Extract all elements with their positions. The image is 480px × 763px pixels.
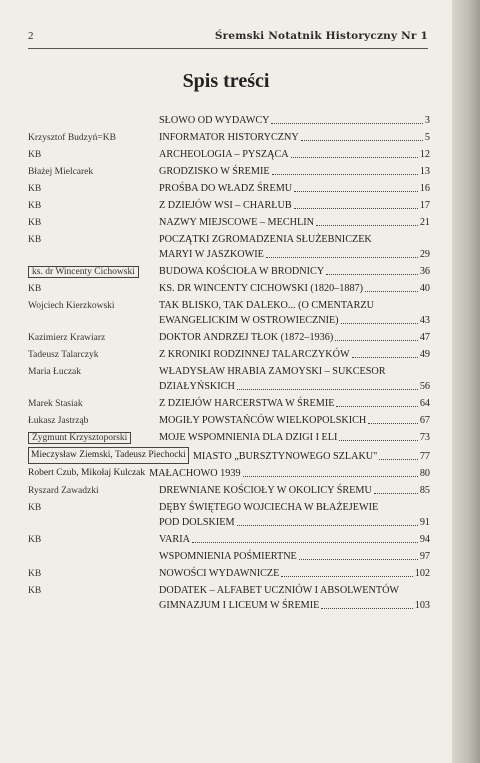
dot-leader [291,157,418,158]
toc-author [28,147,41,164]
toc-page-number: 21 [419,217,430,228]
toc-entry [28,215,430,230]
toc-entry [28,198,430,213]
dot-leader [243,476,418,477]
toc-title-line: TAK BLISKO, TAK DALEKO... (O CMENTARZU [159,300,374,311]
toc-entry [28,447,430,464]
toc-author-name: Krzysztof Budzyń=KB [28,133,116,143]
toc-entry [28,330,430,345]
toc-author [28,347,99,364]
dot-leader [336,406,417,407]
toc-page-number: 77 [419,451,430,462]
toc-page-number: 43 [419,315,430,326]
toc-page-number: 97 [419,551,430,562]
toc-title-line: WSPOMNIENIA POŚMIERTNE [159,551,297,562]
toc-entry-title [159,181,430,196]
toc-author [28,164,93,181]
toc-page-number: 36 [419,266,430,277]
toc-author-name: ks. dr Wincenty Cichowski [28,266,139,278]
toc-title-line: GRODZISKO W ŚREMIE [159,166,270,177]
toc-author [28,396,83,413]
toc-title-line: SŁOWO OD WYDAWCY [159,115,270,126]
toc-page-number: 3 [424,115,430,126]
toc-entry [28,430,430,445]
toc-page-number: 73 [419,432,430,443]
toc-title-line: GIMNAZJUM I LICEUM W ŚREMIE [159,600,320,611]
toc-title-line: KS. DR WINCENTY CICHOWSKI (1820–1887) [159,283,364,294]
page-number: 2 [28,30,34,42]
toc-entry-title [159,281,430,296]
toc-entry-title [159,364,430,394]
toc-entry-title [159,566,430,581]
toc-page-number: 5 [424,132,430,143]
toc-entry [28,232,430,262]
toc-author [28,413,88,430]
toc-author-name: KB [28,201,42,211]
toc-entry-title [159,396,430,411]
toc-author [28,198,41,215]
toc-author [28,566,41,583]
dot-leader [365,291,418,292]
toc-entry-title [159,130,430,145]
toc-title-line: WŁADYSŁAW HRABIA ZAMOYSKI – SUKCESOR [159,366,386,377]
toc-page-number: 13 [419,166,430,177]
toc-author-name: Maria Łuczak [28,367,82,377]
toc-title-line: DOKTOR ANDRZEJ TŁOK (1872–1936) [159,332,334,343]
toc-author-name: Tadeusz Talarczyk [28,350,99,360]
toc-author-name: KB [28,150,42,160]
dot-leader [271,123,422,124]
dot-leader [272,174,418,175]
toc-entry-title [159,430,430,445]
toc-page-number: 29 [419,249,430,260]
toc-entry [28,364,430,394]
toc-title-line: PROŚBA DO WŁADZ ŚREMU [159,183,293,194]
toc-author-name: Ryszard Zawadzki [28,486,99,496]
toc-title-line: VARIA [159,534,190,545]
toc-title-line: EWANGELICKIM W OSTROWIECZNIE) [159,315,339,326]
dot-leader [281,576,412,577]
toc-page-number: 64 [419,398,430,409]
toc-title-line: DREWNIANE KOŚCIOŁY W OKOLICY ŚREMU [159,485,372,496]
toc-author-name: KB [28,184,42,194]
toc-author [28,483,99,500]
toc-entry-title [159,583,430,613]
toc-title-line: POCZĄTKI ZGROMADZENIA SŁUŻEBNICZEK [159,234,372,245]
toc-author [28,281,41,298]
toc-entry [28,583,430,613]
toc-entry [28,264,430,279]
toc-author [28,215,41,232]
toc-author-name: KB [28,218,42,228]
dot-leader [379,459,417,460]
toc-author-name: KB [28,569,42,579]
dot-leader [316,225,418,226]
toc-page-number: 94 [419,534,430,545]
dot-leader [339,440,417,441]
toc-entry [28,532,430,547]
toc-author-name: KB [28,284,42,294]
toc-page-number: 67 [419,415,430,426]
toc-entry-title [159,330,430,345]
toc-author [28,181,41,198]
toc-page-number: 103 [414,600,430,611]
toc-author-name: Zygmunt Krzysztoporski [28,432,131,444]
page-edge [452,0,480,763]
toc-page-number: 16 [419,183,430,194]
toc-title-line: INFORMATOR HISTORYCZNY [159,132,299,143]
toc-author-name: KB [28,535,42,545]
toc-entry-title [159,483,430,498]
toc-author [28,232,41,249]
table-of-contents [28,113,430,615]
toc-author [28,130,116,147]
toc-entry [28,483,430,498]
toc-entry-title [159,113,430,128]
toc-page-number: 56 [419,381,430,392]
toc-entry-title [159,532,430,547]
toc-entry-title [159,198,430,213]
running-header [28,30,428,46]
toc-entry [28,130,430,145]
toc-title-line: Z KRONIKI RODZINNEJ TALARCZYKÓW [159,349,350,360]
toc-entry-title [159,232,430,262]
toc-title-line: MARYI W JASZKOWIE [159,249,264,260]
toc-entry-title [159,347,430,362]
toc-page-number: 12 [419,149,430,160]
toc-author [28,298,115,315]
dot-leader [237,389,418,390]
toc-entry [28,347,430,362]
toc-title-line: Z DZIEJÓW HARCERSTWA W ŚREMIE [159,398,335,409]
toc-title-line: Z DZIEJÓW WSI – CHARŁUB [159,200,292,211]
toc-page-number: 40 [419,283,430,294]
dot-leader [368,423,418,424]
header-rule [28,48,428,49]
toc-page-number: 49 [419,349,430,360]
toc-entry-title [159,215,430,230]
journal-title: Śremski Notatnik Historyczny Nr 1 [214,30,428,42]
dot-leader [294,191,418,192]
toc-entry [28,549,430,564]
toc-entry [28,466,430,481]
dot-leader [294,208,418,209]
toc-entry [28,281,430,296]
toc-entry [28,396,430,411]
toc-page-number: 91 [419,517,430,528]
toc-title-line: ARCHEOLOGIA – PYSZĄCA [159,149,289,160]
toc-entry-title [28,466,430,481]
toc-entry [28,164,430,179]
dot-leader [374,493,418,494]
toc-author [28,583,41,600]
toc-author [28,532,41,549]
dot-leader [192,542,418,543]
toc-title-line: NAZWY MIEJSCOWE – MECHLIN [159,217,314,228]
toc-entry-title [159,164,430,179]
toc-title-line: NOWOŚCI WYDAWNICZE [159,568,280,579]
page-title: Spis treści [182,70,270,92]
dot-leader [321,608,412,609]
toc-title-line: MAŁACHOWO 1939 [149,468,241,479]
toc-title-line: DZIAŁYŃSKICH [159,381,235,392]
toc-title-line: POD DOLSKIEM [159,517,235,528]
toc-author-name: KB [28,503,42,513]
toc-entry-title [159,298,430,328]
toc-entry-title [159,413,430,428]
toc-entry [28,298,430,328]
toc-author-name: Mieczysław Ziemski, Tadeusz Piechocki [28,447,189,464]
dot-leader [352,357,418,358]
toc-page-number: 47 [419,332,430,343]
toc-entry [28,147,430,162]
toc-entry [28,181,430,196]
toc-author [28,330,105,347]
toc-author [28,364,81,381]
toc-entry [28,113,430,128]
dot-leader [237,525,418,526]
toc-page-number: 85 [419,485,430,496]
toc-author-name: KB [28,235,42,245]
toc-page-number: 80 [419,468,430,479]
dot-leader [341,323,418,324]
toc-title-line: DODATEK – ALFABET UCZNIÓW I ABSOLWENTÓW [159,585,400,596]
toc-author [28,430,131,447]
toc-author-name: Robert Czub, Mikołaj Kulczak [28,468,146,478]
toc-title-line: DĘBY ŚWIĘTEGO WOJCIECHA W BŁAŻEJEWIE [159,502,379,513]
toc-author [28,264,139,281]
toc-author-name: Kazimierz Krawiarz [28,333,106,343]
toc-entry [28,500,430,530]
toc-author-name: Marek Stasiak [28,399,83,409]
toc-author [28,500,41,517]
dot-leader [266,257,418,258]
toc-entry [28,413,430,428]
toc-title-line: BUDOWA KOŚCIOŁA W BRODNICY [159,266,325,277]
dot-leader [326,274,418,275]
toc-entry-title [159,264,430,279]
toc-entry-title [159,500,430,530]
toc-author-name: Wojciech Kierzkowski [28,301,115,311]
toc-entry-title [28,447,430,464]
toc-author-name: Łukasz Jastrząb [28,416,89,426]
toc-title-line: MOJE WSPOMNIENIA DLA DZIGI I ELI [159,432,338,443]
dot-leader [301,140,423,141]
toc-title-line: MOGIŁY POWSTAŃCÓW WIELKOPOLSKICH [159,415,367,426]
toc-author-name: Błażej Mielcarek [28,167,94,177]
toc-entry-title [159,147,430,162]
toc-entry [28,566,430,581]
toc-author-name: KB [28,586,42,596]
dot-leader [299,559,418,560]
toc-entry-title [159,549,430,564]
toc-page-number: 17 [419,200,430,211]
toc-title-line: MIASTO „BURSZTYNOWEGO SZLAKU" [192,451,378,462]
toc-page-number: 102 [414,568,430,579]
dot-leader [335,340,418,341]
